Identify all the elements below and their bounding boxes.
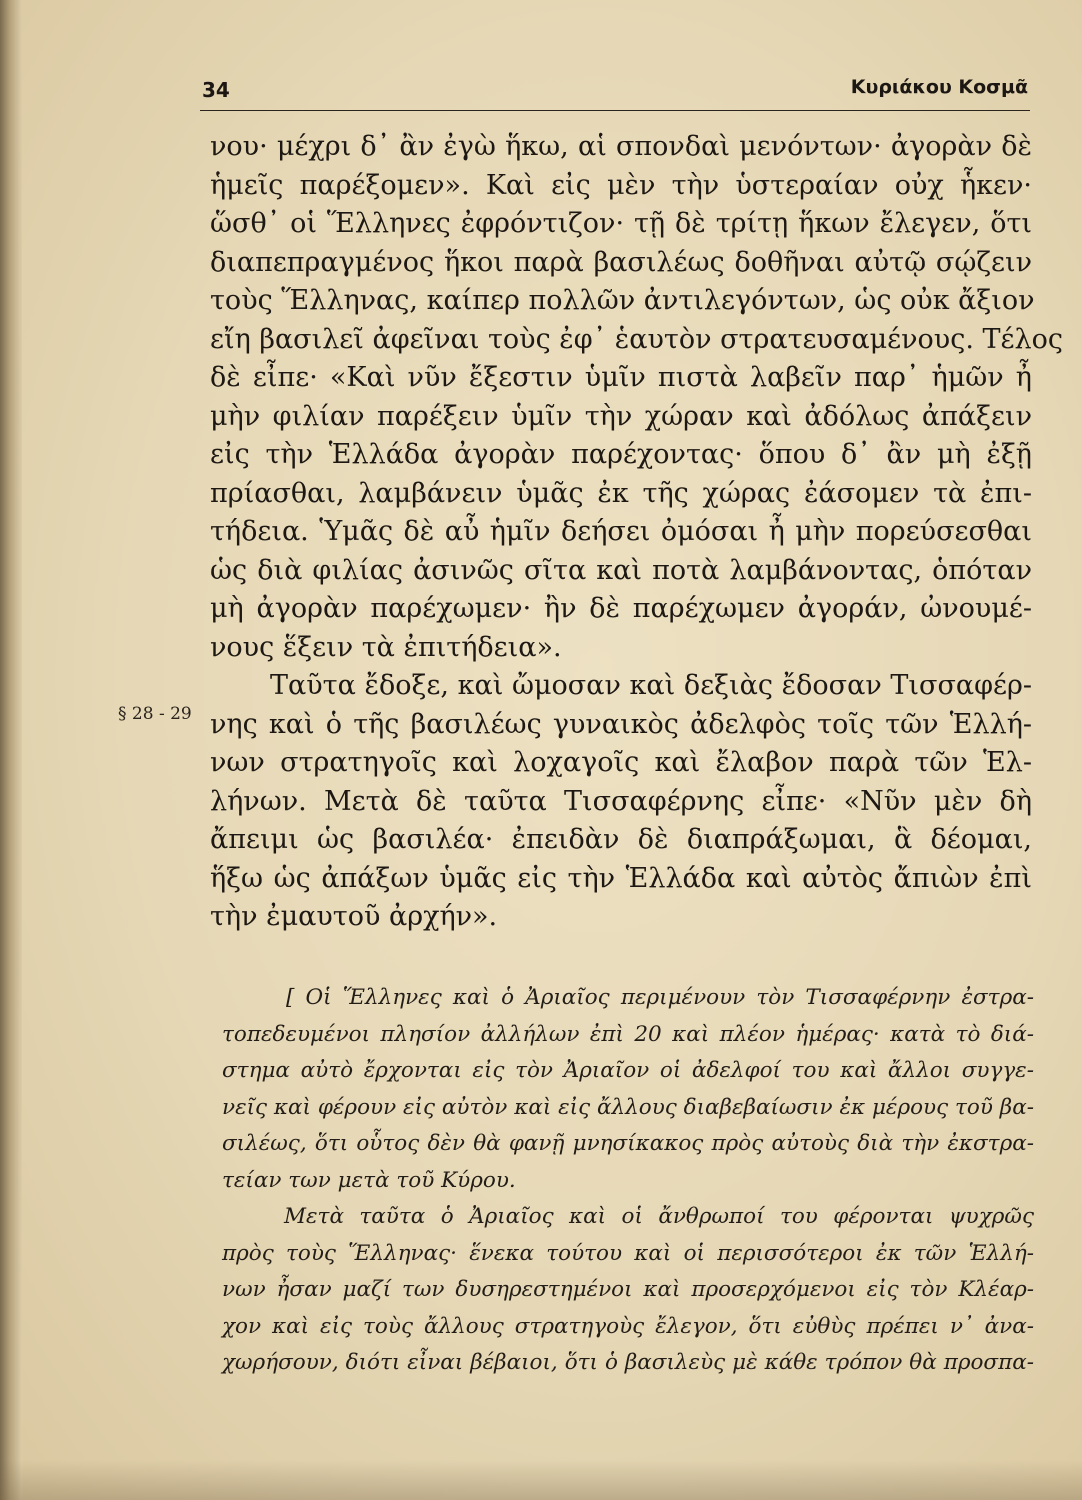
text-line: ἡμεῖς παρέξομεν». Καὶ εἰς μὲν τὴν ὑστεραίαν οὐχ ἧκεν· bbox=[210, 169, 1032, 201]
summary-line: χωρήσουν, διότι εἶναι βέβαιοι, ὅτι ὁ βασιλεὺς μὲ κάθε τρόπον θὰ προσπα- bbox=[222, 1350, 1034, 1375]
running-head: Κυριάκου Κοσμᾶ bbox=[850, 76, 1028, 98]
text-line: ἥξω ὡς ἀπάξων ὑμᾶς εἰς τὴν Ἑλλάδα καὶ αὐτὸς ἄπιὼν ἐπὶ bbox=[210, 862, 1032, 894]
text-line: εἴη βασιλεῖ ἀφεῖναι τοὺς ἐφ᾽ ἑαυτὸν στρατευσαμένους. Τέλος bbox=[210, 323, 1063, 355]
summary-line: πρὸς τοὺς Ἕλληνας· ἕνεκα τούτου καὶ οἱ περισσότεροι ἐκ τῶν Ἑλλή- bbox=[222, 1240, 1034, 1266]
text-line: εἰς τὴν Ἑλλάδα ἀγορὰν παρέχοντας· ὅπου δ᾽ ἂν μὴ ἐξῇ bbox=[210, 439, 1032, 470]
text-line: νης καὶ ὁ τῆς βασιλέως γυναικὸς ἀδελφὸς τοῖς τῶν Ἑλλή- bbox=[210, 708, 1032, 740]
page-spine-shadow bbox=[0, 0, 22, 1500]
text-line: ὡς διὰ φιλίας ἀσινῶς σῖτα καὶ ποτὰ λαμβάνοντας, ὁπόταν bbox=[210, 554, 1032, 586]
summary-line: τοπεδευμένοι πλησίον ἀλλήλων ἐπὶ 20 καὶ πλέον ἡμέρας· κατὰ τὸ διά- bbox=[222, 1021, 1034, 1047]
summary-line: σιλέως, ὅτι οὗτος δὲν θὰ φανῇ μνησίκακος πρὸς αὐτοὺς διὰ τὴν ἐκστρα- bbox=[222, 1131, 1034, 1156]
text-line: τοὺς Ἕλληνας, καίπερ πολλῶν ἀντιλεγόντων, ὡς οὐκ ἄξιον bbox=[210, 285, 1035, 316]
text-line: διαπεπραγμένος ἥκοι παρὰ βασιλέως δοθῆναι αὐτῷ σῴζειν bbox=[210, 246, 1032, 278]
text-line: λήνων. Μετὰ δὲ ταῦτα Τισσαφέρνης εἶπε· «Νῦν μὲν δὴ bbox=[210, 785, 1032, 817]
summary-line: τείαν των μετὰ τοῦ Κύρου. bbox=[222, 1167, 516, 1193]
text-line: νους ἕξειν τὰ ἐπιτήδεια». bbox=[210, 631, 562, 663]
summary-line: [ Οἱ Ἕλληνες καὶ ὁ Ἀριαῖος περιμένουν τὸν Τισσαφέρνην ἐστρα- bbox=[286, 985, 1034, 1010]
page-bottom-shadow bbox=[0, 1460, 1082, 1500]
text-line: τὴν ἐμαυτοῦ ἀρχήν». bbox=[210, 901, 498, 932]
summary-line-paragraph-start: Μετὰ ταῦτα ὁ Ἀριαῖος καὶ οἱ ἄνθρωποί του φέρονται ψυχρῶς bbox=[284, 1204, 1034, 1229]
text-line: νων στρατηγοῖς καὶ λοχαγοῖς καὶ ἔλαβον παρὰ τῶν Ἑλ- bbox=[210, 747, 1032, 778]
summary-line: νεῖς καὶ φέρουν εἰς αὐτὸν καὶ εἰς ἄλλους διαβεβαίωσιν ἐκ μέρους τοῦ βα- bbox=[222, 1094, 1034, 1120]
text-line-paragraph-start: Ταῦτα ἔδοξε, καὶ ὤμοσαν καὶ δεξιὰς ἔδοσαν Τισσαφέρ- bbox=[270, 670, 1032, 701]
text-line: μὴν φιλίαν παρέξειν ὑμῖν τὴν χώραν καὶ ἀδόλως ἀπάξειν bbox=[210, 400, 1032, 432]
text-line: πρίασθαι, λαμβάνειν ὑμᾶς ἐκ τῆς χώρας ἐάσομεν τὰ ἐπι- bbox=[210, 477, 1032, 509]
text-line: νου· μέχρι δ᾽ ἂν ἐγὼ ἥκω, αἱ σπονδαὶ μενόντων· ἀγορὰν δὲ bbox=[210, 131, 1032, 162]
main-greek-text bbox=[210, 128, 1063, 937]
text-line: ὥσθ᾽ οἱ Ἕλληνες ἐφρόντιζον· τῇ δὲ τρίτῃ ἥκων ἔλεγεν, ὅτι bbox=[210, 208, 1032, 239]
italic-summary bbox=[222, 980, 1034, 1382]
page-header bbox=[200, 70, 1030, 110]
text-line: δὲ εἶπε· «Καὶ νῦν ἔξεστιν ὑμῖν πιστὰ λαβεῖν παρ᾽ ἡμῶν ἦ bbox=[210, 362, 1032, 393]
summary-line: χον καὶ εἰς τοὺς ἄλλους στρατηγοὺς ἔλεγον, ὅτι εὐθὺς πρέπει ν᾽ ἀνα- bbox=[222, 1313, 1034, 1339]
text-line: μὴ ἀγορὰν παρέχωμεν· ἢν δὲ παρέχωμεν ἀγοράν, ὠνουμέ- bbox=[210, 593, 1032, 624]
margin-section-reference: § 28 - 29 bbox=[118, 704, 192, 724]
text-line: τήδεια. Ὑμᾶς δὲ αὖ ἡμῖν δεήσει ὀμόσαι ἦ μὴν πορεύσεσθαι bbox=[210, 516, 1032, 547]
page-number: 34 bbox=[202, 78, 230, 102]
header-rule bbox=[200, 110, 1030, 111]
text-line: ἄπειμι ὡς βασιλέα· ἐπειδὰν δὲ διαπράξωμαι, ἃ δέομαι, bbox=[210, 824, 1032, 855]
summary-line: νων ἦσαν μαζί των δυσηρεστημένοι καὶ προσερχόμενοι εἰς τὸν Κλέαρ- bbox=[222, 1277, 1034, 1302]
summary-line: στημα αὐτὸ ἔρχονται εἰς τὸν Ἀριαῖον οἱ ἀδελφοί του καὶ ἄλλοι συγγε- bbox=[222, 1058, 1034, 1083]
